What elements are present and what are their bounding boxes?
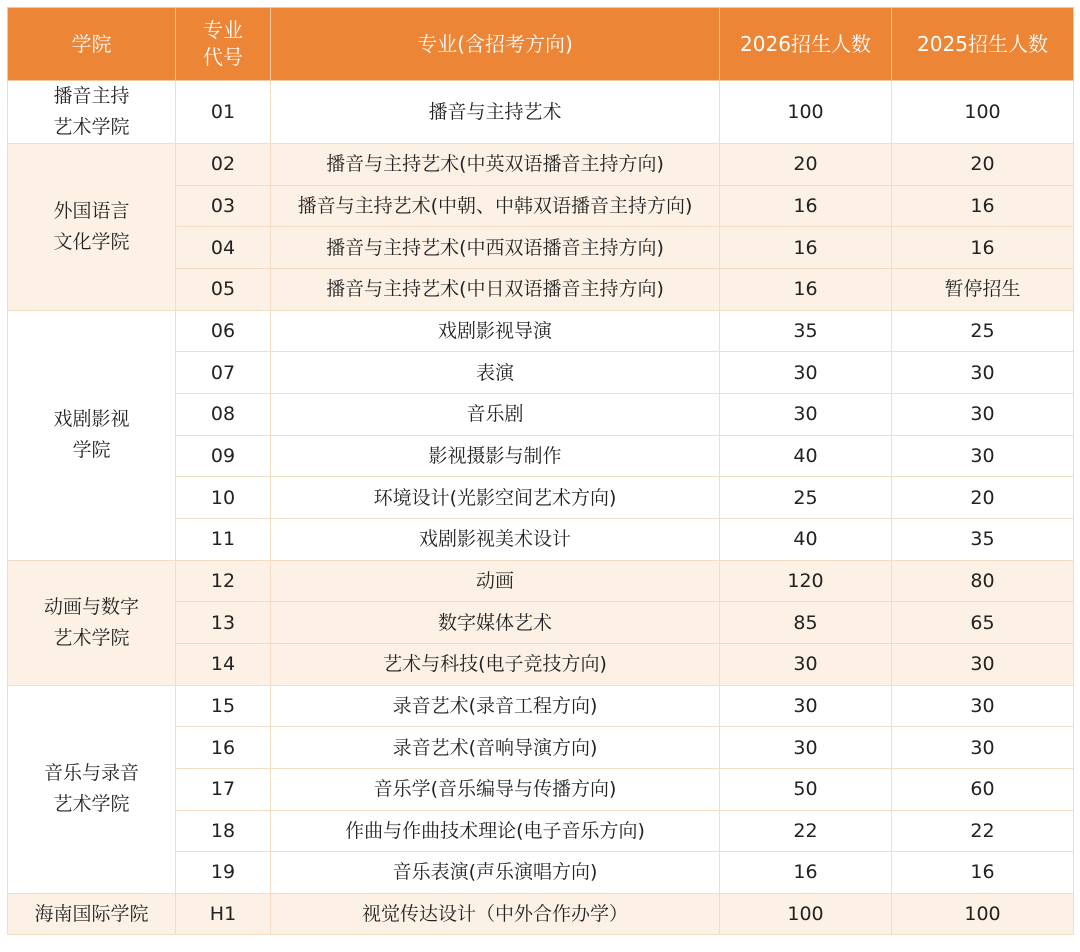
enroll-2025-cell: 16 — [892, 227, 1074, 269]
header-code-line-1: 专业 — [203, 18, 243, 42]
college-name-line: 艺术学院 — [53, 116, 130, 138]
major-cell: 播音与主持艺术(中英双语播音主持方向) — [271, 144, 720, 186]
code-cell: 13 — [176, 602, 271, 644]
enroll-2025-cell: 30 — [892, 393, 1074, 435]
college-name-line: 戏剧影视 — [53, 408, 130, 431]
enroll-2026-cell: 85 — [720, 602, 892, 644]
college-name-line: 海南国际学院 — [34, 902, 149, 925]
header-college — [8, 8, 176, 81]
table-row — [8, 560, 1074, 602]
code-cell: 06 — [176, 310, 271, 352]
header-row — [8, 8, 1074, 81]
enroll-2025-cell: 35 — [892, 518, 1074, 560]
major-cell: 动画 — [271, 560, 720, 602]
major-cell: 环境设计(光影空间艺术方向) — [271, 477, 720, 519]
table-body — [8, 81, 1074, 935]
code-cell: 19 — [176, 852, 271, 894]
header-2026 — [720, 8, 892, 81]
code-cell: 08 — [176, 393, 271, 435]
enroll-2026-cell: 50 — [720, 768, 892, 810]
major-cell: 播音与主持艺术(中日双语播音主持方向) — [271, 268, 720, 310]
table-row — [8, 310, 1074, 352]
major-cell: 播音与主持艺术(中朝、中韩双语播音主持方向) — [271, 185, 720, 227]
major-cell: 音乐表演(声乐演唱方向) — [271, 852, 720, 894]
code-cell: 07 — [176, 352, 271, 394]
enroll-2026-cell: 40 — [720, 518, 892, 560]
enrollment-table-container — [7, 7, 1074, 935]
major-cell: 影视摄影与制作 — [271, 435, 720, 477]
enroll-2026-cell: 35 — [720, 310, 892, 352]
header-2026-label: 2026招生人数 — [740, 31, 871, 56]
code-cell: 03 — [176, 185, 271, 227]
major-cell: 戏剧影视美术设计 — [271, 518, 720, 560]
header-2025 — [892, 8, 1074, 81]
major-cell: 表演 — [271, 352, 720, 394]
enroll-2025-cell: 16 — [892, 185, 1074, 227]
enroll-2025-cell: 22 — [892, 810, 1074, 852]
code-cell: 15 — [176, 685, 271, 727]
code-cell: 12 — [176, 560, 271, 602]
header-major — [271, 8, 720, 81]
table-row — [8, 685, 1074, 727]
enroll-2025-cell: 30 — [892, 727, 1074, 769]
major-cell: 音乐剧 — [271, 393, 720, 435]
enrollment-table — [7, 7, 1074, 935]
major-cell: 音乐学(音乐编导与传播方向) — [271, 768, 720, 810]
enroll-2025-cell: 30 — [892, 685, 1074, 727]
major-cell: 播音与主持艺术(中西双语播音主持方向) — [271, 227, 720, 269]
code-cell: 11 — [176, 518, 271, 560]
enroll-2026-cell: 16 — [720, 185, 892, 227]
enroll-2025-cell: 80 — [892, 560, 1074, 602]
header-2025-label: 2025招生人数 — [917, 31, 1048, 56]
enroll-2025-cell: 16 — [892, 852, 1074, 894]
major-cell: 数字媒体艺术 — [271, 602, 720, 644]
header-college-line: 学院 — [71, 31, 112, 56]
code-cell: 02 — [176, 144, 271, 186]
enroll-2026-cell: 25 — [720, 477, 892, 519]
enroll-2026-cell: 30 — [720, 643, 892, 685]
code-cell: 17 — [176, 768, 271, 810]
enroll-2026-cell: 30 — [720, 685, 892, 727]
college-cell — [8, 685, 176, 893]
enroll-2025-cell: 暂停招生 — [892, 268, 1074, 310]
major-cell: 作曲与作曲技术理论(电子音乐方向) — [271, 810, 720, 852]
table-row — [8, 893, 1074, 935]
code-cell: 01 — [176, 81, 271, 144]
major-cell: 播音与主持艺术 — [271, 81, 720, 144]
table-row — [8, 144, 1074, 186]
enroll-2026-cell: 30 — [720, 393, 892, 435]
enroll-2026-cell: 16 — [720, 852, 892, 894]
college-cell — [8, 144, 176, 311]
college-name-line: 动画与数字 — [43, 595, 139, 618]
enroll-2026-cell: 120 — [720, 560, 892, 602]
code-cell: 10 — [176, 477, 271, 519]
college-name-line: 外国语言 — [53, 199, 130, 222]
code-cell: 04 — [176, 227, 271, 269]
enroll-2026-cell: 16 — [720, 227, 892, 269]
college-name-line: 学院 — [72, 439, 111, 462]
enroll-2026-cell: 22 — [720, 810, 892, 852]
major-cell: 艺术与科技(电子竞技方向) — [271, 643, 720, 685]
college-cell — [8, 893, 176, 935]
college-cell — [8, 81, 176, 144]
college-name-line: 艺术学院 — [53, 626, 130, 649]
enroll-2026-cell: 100 — [720, 81, 892, 144]
header-code — [176, 8, 271, 81]
enroll-2025-cell: 60 — [892, 768, 1074, 810]
enroll-2026-cell: 30 — [720, 352, 892, 394]
code-cell: 18 — [176, 810, 271, 852]
major-cell: 视觉传达设计（中外合作办学） — [271, 893, 720, 935]
enroll-2025-cell: 30 — [892, 643, 1074, 685]
enroll-2026-cell: 30 — [720, 727, 892, 769]
college-cell — [8, 560, 176, 685]
college-name-line: 文化学院 — [53, 230, 130, 253]
college-name-line: 播音主持 — [53, 85, 130, 107]
enroll-2025-cell: 30 — [892, 435, 1074, 477]
major-cell: 录音艺术(录音工程方向) — [271, 685, 720, 727]
enroll-2026-cell: 16 — [720, 268, 892, 310]
code-cell: H1 — [176, 893, 271, 935]
enroll-2025-cell: 25 — [892, 310, 1074, 352]
major-cell: 戏剧影视导演 — [271, 310, 720, 352]
code-cell: 09 — [176, 435, 271, 477]
enroll-2025-cell: 30 — [892, 352, 1074, 394]
enroll-2025-cell: 20 — [892, 477, 1074, 519]
code-cell: 05 — [176, 268, 271, 310]
major-cell: 录音艺术(音响导演方向) — [271, 727, 720, 769]
enroll-2026-cell: 100 — [720, 893, 892, 935]
enroll-2025-cell: 20 — [892, 144, 1074, 186]
enroll-2026-cell: 40 — [720, 435, 892, 477]
code-cell: 14 — [176, 643, 271, 685]
enroll-2025-cell: 100 — [892, 893, 1074, 935]
enroll-2025-cell: 100 — [892, 81, 1074, 144]
header-code-line-2: 代号 — [203, 45, 243, 69]
enroll-2025-cell: 65 — [892, 602, 1074, 644]
code-cell: 16 — [176, 727, 271, 769]
header-major-label: 专业(含招考方向) — [417, 31, 573, 56]
college-cell — [8, 310, 176, 560]
college-name-line: 音乐与录音 — [43, 762, 139, 785]
table-row — [8, 81, 1074, 144]
college-name-line: 艺术学院 — [53, 793, 130, 816]
enroll-2026-cell: 20 — [720, 144, 892, 186]
